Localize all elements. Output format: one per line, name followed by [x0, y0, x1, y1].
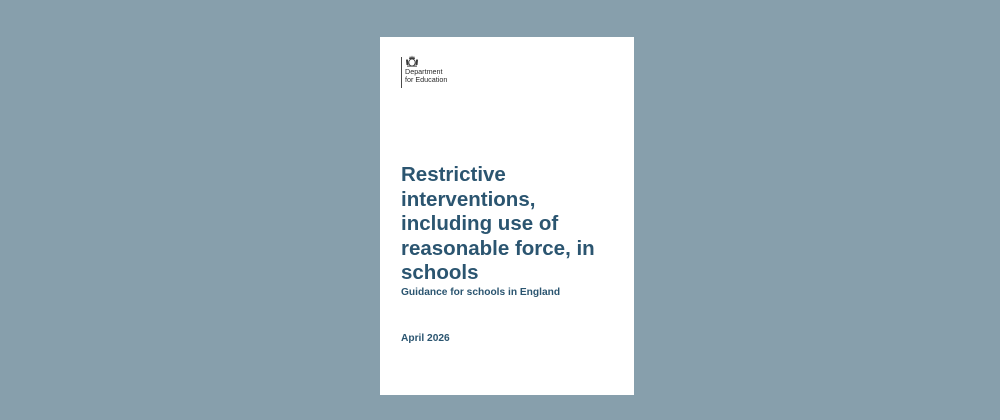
document-cover-page [380, 37, 634, 395]
department-logo [401, 55, 447, 88]
logo-text-block [405, 55, 447, 85]
title-line: interventions, [401, 187, 536, 211]
document-subtitle: Guidance for schools in England [401, 287, 561, 298]
title-line: including use of [401, 212, 559, 235]
title-line: schools [401, 261, 479, 284]
department-name-line-1: Department [405, 67, 443, 76]
title-line: reasonable force, in [401, 236, 595, 260]
logo-divider [401, 57, 402, 88]
royal-crest-icon [405, 55, 419, 67]
title-line: Restrictive [401, 163, 506, 186]
department-name-line-2: for Education [405, 75, 448, 85]
document-title [401, 163, 627, 286]
publication-date: April 2026 [401, 333, 450, 344]
